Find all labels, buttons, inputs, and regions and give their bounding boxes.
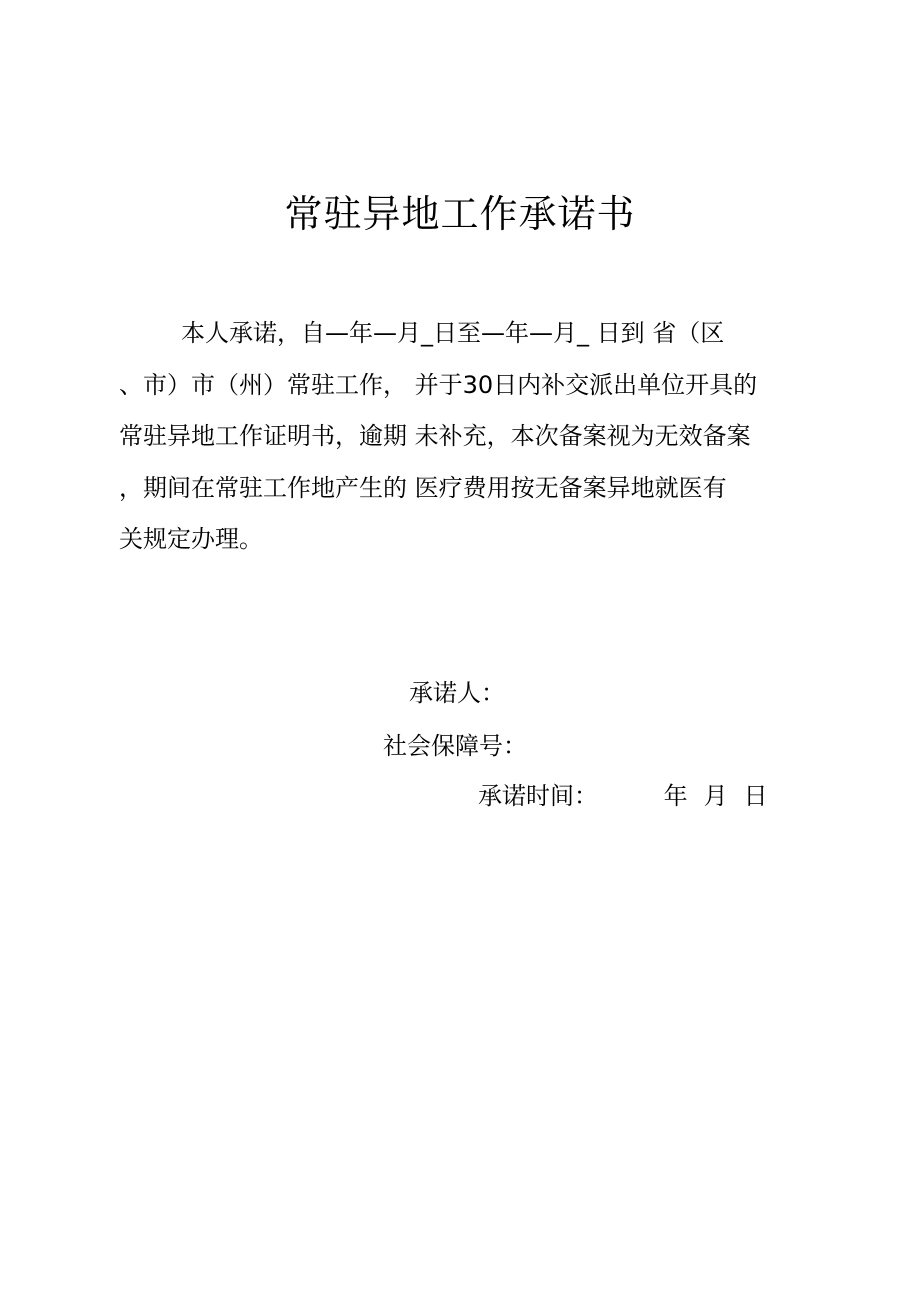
paragraph-line-4: ，期间在常驻工作地产生的 医疗费用按无备案异地就医有 bbox=[119, 473, 727, 502]
document-title: 常驻异地工作承诺书 bbox=[284, 192, 636, 236]
date-fields bbox=[664, 779, 768, 813]
commitment-date-row bbox=[478, 779, 768, 813]
social-security-label: 社会保障号： bbox=[383, 732, 527, 760]
commitment-paragraph bbox=[119, 308, 809, 566]
year-label: 年 bbox=[663, 782, 688, 810]
paragraph-line-2: 、市）市（州）常驻工作， 并于30日内补交派出单位开具的 bbox=[119, 370, 758, 399]
promisor-label: 承诺人： bbox=[409, 679, 505, 707]
day-label: 日 bbox=[743, 782, 768, 810]
paragraph-line-1: 本人承诺，自—年—月_日至—年—月_ 日到 省（区 bbox=[181, 319, 725, 347]
commitment-date-label: 承诺时间： bbox=[478, 782, 598, 810]
month-label: 月 bbox=[703, 782, 728, 810]
paragraph-line-5: 关规定办理。 bbox=[119, 525, 263, 553]
paragraph-line-3: 常驻异地工作证明书，逾期 未补充，本次备案视为无效备案 bbox=[119, 422, 751, 450]
